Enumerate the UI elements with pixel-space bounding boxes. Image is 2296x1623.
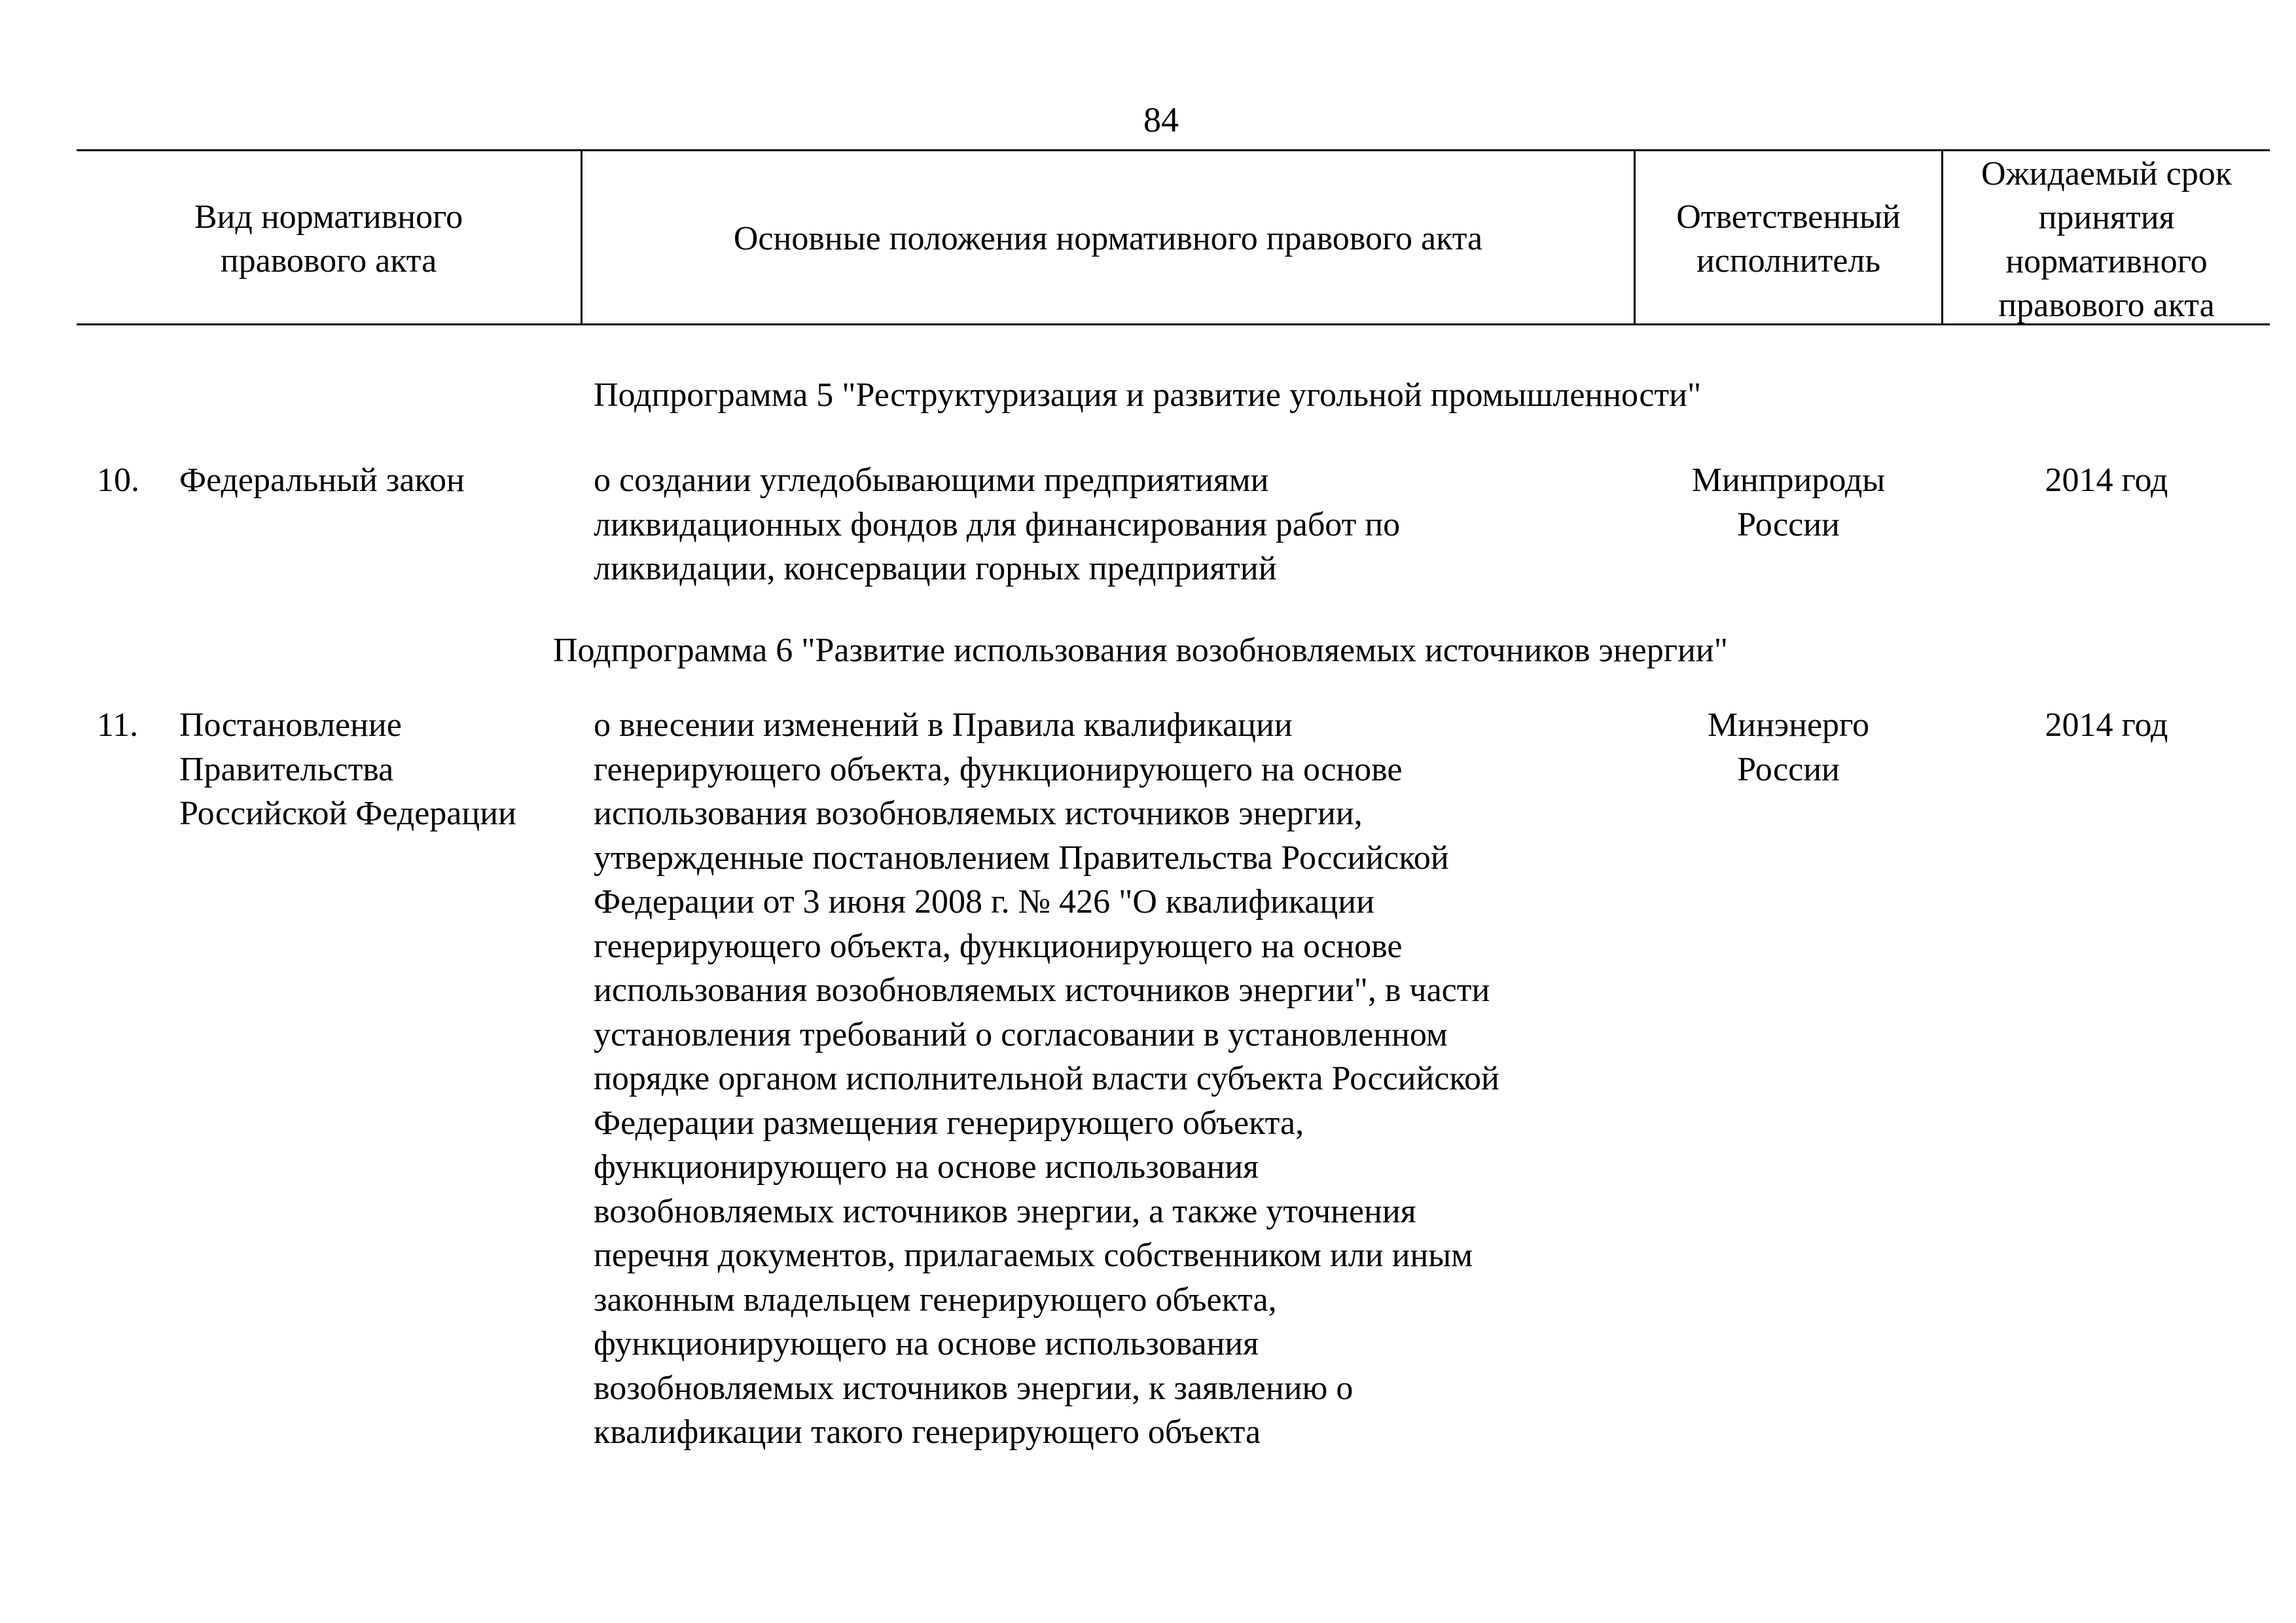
- header-term: Ожидаемый срок принятия нормативного правового акта: [1981, 155, 2232, 324]
- section-title: Подпрограмма 6 "Развитие использования возобновляемых источников энергии": [553, 632, 1728, 669]
- header-provisions: Основные положения нормативного правового акта: [733, 220, 1483, 257]
- row-number: 10.: [97, 462, 139, 499]
- header-type: Вид нормативного правового акта: [194, 198, 463, 280]
- page-number: 84: [1143, 100, 1179, 139]
- row-provisions: о внесении изменений в Правила квалификации генерирующего объекта, функционирующего на основе использования возобновляемых источников энергии, утвержденные постановлением Правительства Российской Федерации от 3 июня 2008 г. № 426 "О квалификации генерирующего объекта, функционирующего на основе использования возобновляемых источников энергии", в части установления требований о согласовании в установленном порядке органом исполнительной власти субъекта Российской Федерации размещения генерирующего объекта, функционирующего на основе использования возобновляемых источников энергии, а также уточнения перечня документов, прилагаемых собственником или иным законным владельцем генерирующего объекта, функционирующего на основе использования возобновляемых источников энергии, к заявлению о квалификации такого генерирующего объекта: [594, 706, 1499, 1451]
- row-term: 2014 год: [2045, 462, 2168, 499]
- row-act-type: Федеральный закон: [179, 462, 465, 499]
- row-act-type: Постановление Правительства Российской Федерации: [179, 706, 516, 832]
- row-provisions: о создании угледобывающими предприятиями ликвидационных фондов для финансирования работ по ликвидации, консервации горных предприятий: [594, 462, 1401, 587]
- row-executor: Минприроды России: [1691, 462, 1886, 543]
- section-title: Подпрограмма 5 "Реструктуризация и развитие угольной промышленности": [594, 376, 1702, 414]
- row-term: 2014 год: [2045, 706, 2168, 744]
- row-number: 11.: [97, 706, 139, 744]
- row-executor: Минэнерго России: [1707, 706, 1870, 788]
- header-executor: Ответственный исполнитель: [1676, 198, 1901, 280]
